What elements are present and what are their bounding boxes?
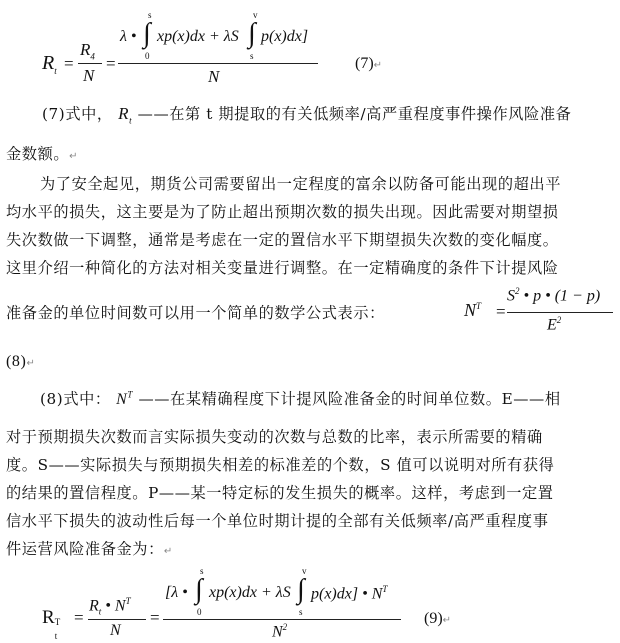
eq9-int1-upper: s: [200, 566, 204, 576]
eq9-frac1-den: N: [110, 622, 121, 639]
eq8-lhs: $N^T$: [464, 300, 482, 320]
eq9-int2-lower: s: [299, 607, 303, 617]
eq7-integral-2: ∫: [248, 18, 256, 49]
eq9-int2-body: p(x)dx] • $N^T$: [311, 584, 388, 603]
eq7-int2-body: p(x)dx]: [261, 28, 309, 45]
eq9-equals-1: =: [74, 608, 84, 627]
eq7-int1-upper: s: [148, 10, 152, 20]
eq9-num-lead: [λ •: [165, 584, 188, 601]
eq8-numerator: $S^2$ • p • (1 − p): [507, 286, 601, 305]
eq7-frac1-bar: [78, 63, 102, 64]
eq7-int1-lower: 0: [145, 51, 150, 61]
para3-line2: 对于预期损失次数而言实际损失变动的次数与总数的比率，表示所需要的精确: [6, 428, 543, 446]
eq7-integral-1: ∫: [143, 18, 151, 49]
eq8-number: (8)↵: [6, 353, 36, 370]
para2-line4: 这里介绍一种简化的方法对相关变量进行调整。在一定精确度的条件下计提风险: [6, 259, 559, 277]
eq9-frac1-bar: [88, 619, 146, 620]
eq8-denominator: $E^2$: [547, 315, 562, 334]
eq9-equals-2: =: [150, 608, 160, 627]
eq9-int1-lower: 0: [197, 607, 202, 617]
eq9-number: (9)↵: [424, 610, 452, 627]
eq7-equals-2: =: [106, 54, 116, 73]
eq8-bar: [507, 312, 613, 313]
eq7-int2-upper: v: [253, 10, 258, 20]
eq7-main-den: N: [208, 67, 220, 86]
eq7-lhs: $R_t$: [42, 52, 57, 76]
para2-line5: 准备金的单位时间数可以用一个简单的数学公式表示：: [6, 304, 385, 322]
para1-line2: 金数额。↵: [6, 145, 79, 163]
para1-line1: (7)式中， $R_t$ ——在第 t 期提取的有关低频率/高严重程度事件操作风险准备: [42, 104, 572, 126]
eq7-frac1-den: N: [83, 66, 95, 85]
eq9-main-bar: [163, 619, 401, 620]
para3-line4: 的结果的置信程度。P——某一特定标的发生损失的概率。这样，考虑到一定置: [6, 484, 554, 502]
eq9-lhs: R T t: [42, 607, 61, 641]
eq9-integral-2: ∫: [297, 574, 305, 605]
para2-line3: 失次数做一下调整，通常是考虑在一定的置信水平下期望损失次数的变化幅度。: [6, 231, 559, 249]
para2-line1: 为了安全起见，期货公司需要留出一定程度的富余以防备可能出现的超出平: [40, 175, 561, 193]
para2-line2: 均水平的损失，这主要是为了防止超出预期次数的损失出现。因此需要对期望损: [6, 203, 559, 221]
eq7-int1-body: xp(x)dx + λS: [157, 28, 239, 45]
para3-line3: 度。S——实际损失与预期损失相差的标准差的个数，S 值可以说明对所有获得: [6, 456, 555, 474]
eq9-int2-upper: v: [302, 566, 307, 576]
eq9-integral-1: ∫: [195, 574, 203, 605]
para3-line6: 件运营风险准备金为：↵: [6, 540, 173, 558]
eq7-main-bar: [118, 63, 318, 64]
eq9-main-den: $N^2$: [272, 622, 288, 641]
eq7-number: (7)↵: [355, 55, 383, 72]
eq7-frac1-num: $R_4$: [80, 40, 95, 62]
eq9-frac1-num: $R_t$ • $N^T$: [89, 596, 131, 617]
eq9-int1-body: xp(x)dx + λS: [209, 584, 291, 601]
para3-line1: (8)式中： $N^T$ ——在某精确程度下计提风险准备金的时间单位数。E——相: [40, 389, 561, 408]
eq7-int2-lower: s: [250, 51, 254, 61]
eq8-equals: =: [496, 302, 506, 321]
eq7-equals-1: =: [64, 54, 74, 73]
para3-line5: 信水平下损失的波动性后每一个单位时期计提的全部有关低频率/高严重程度事: [6, 512, 549, 530]
eq7-num-lead: λ •: [120, 28, 137, 45]
